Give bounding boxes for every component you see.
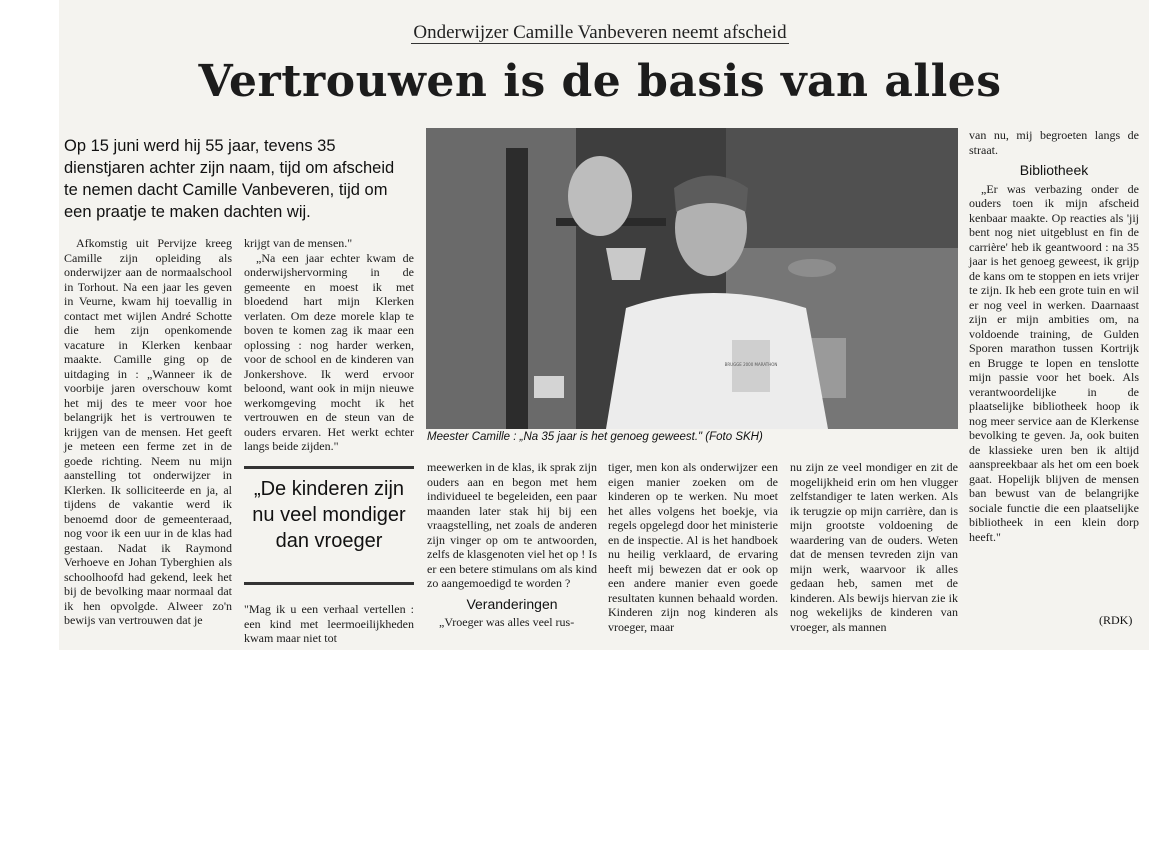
portrait-photo (426, 128, 958, 429)
column-2-bottom (244, 602, 414, 646)
col2-paragraph-1: krijgt van de mensen." (244, 236, 353, 250)
lead-paragraph: Op 15 juni werd hij 55 jaar, tevens 35 dienstjaren achter zijn naam, tijd om afscheid te nemen dacht Camille Vanbeveren, tijd om een praatje te maken dachten wij. (64, 137, 395, 221)
column-4 (608, 460, 778, 634)
pullquote-bottom-rule (244, 582, 414, 585)
shirt-print-text: BRUGGE 2000 MARATHON (724, 362, 778, 367)
column-3 (427, 460, 597, 630)
col2-paragraph-2: „Na een jaar echter kwam de onderwijshervorming in de gemeente en moest ik met bloedend hart mijn Klerken verlaten. Om deze morele klap te boven te komen zag ik maar een oplossing : nog harder werken, voor de school en de kinderen van Jonkershove. Ik werd ervoor beloond, want ook in mijn nieuwe werkomgeving mocht ik het vertrouwen en de steun van de ouders ervaren. Het werkt echter langs beide zijden." (244, 250, 414, 453)
kicker-text: Onderwijzer Camille Vanbeveren neemt afscheid (413, 22, 787, 43)
col6-paragraph: „Er was verbazing onder de ouders toen ik mijn afscheid kenbaar maakte. Op reacties als 'jij bent nog niet uitgeblust en fin de carrière' heb ik geantwoord : na 35 jaar is het genoeg geweest, ik grijp de kans om te stoppen en iets vrijer te zijn. Ik heb een grote tuin en wil er nog veel in werken. Daarnaast zijn er mijn ambities om, na voldoende training, de Gulden Sporen marathon tussen Kortrijk en Brugge te lopen en tenslotte mijn passie voor het boek. Als verantwoordelijke in de plaatselijke bibliotheek hoop ik nog meer service aan de Klerkense bevolking te geven. Ja, ook buiten de klassieke uren ben ik altijd aanspreekbaar als het om een boek gaat. Hopelijk blijven de mensen ban bewust van de belangrijke sociale functie die een plaatselijke bibliotheek in een klein dorp heeft." (969, 181, 1139, 544)
col6-top: van nu, mij begroeten langs de straat. (969, 128, 1139, 157)
pull-quote: „De kinderen zijn nu veel mondiger dan vroeger (252, 478, 406, 552)
col2-bottom-paragraph: "Mag ik u een verhaal vertellen : een kind met leermoeilijkheden kwam maar niet tot (244, 602, 414, 645)
col1-paragraph: Afkomstig uit Pervijze kreeg Camille zijn opleiding als onderwijzer aan de normaalschool in Torhout. Na een jaar les geven in Veurne, kwam hij toevallig in contact met wijlen André Schotte die hem zijn openkomende vacature in Klerken kenbaar maakte. Camille ging op de uitdaging in : „Wanneer ik de voorbije jaren overschouw komt het mij des te meer voor hoe belangrijk het is vertrouwen te krijgen van de mensen. Het geeft je meteen een ferme zet in de goede richting. Neem nu mijn aanstelling tot onderwijzer in Klerken. Ik solliciteerde en ja, al tijdens de vakantie werd ik benoemd door de gemeenteraad, nog voor ik een uur in de klas had gestaan. Nadat ik Raymond Verhoeve en Johan Tyberghien als schoolhoofd had gekend, leek het bij de bevolking maar normaal dat ik hen opvolgde. Alweer zo'n bewijs van vertrouwen dat je (64, 236, 232, 627)
author-signature: (RDK) (1099, 613, 1133, 627)
subhead-bibliotheek: Bibliotheek (1019, 162, 1089, 178)
col5-paragraph: nu zijn ze veel mondiger en zit de mogelijkheid erin om hen vlugger zelfstandiger te laten werken. Als ik terugzie op mijn carrière, dan is mijn grootste voldoening de waardering van de ouders. Weten dat de mensen tevreden zijn van mijn werk, waarvoor ik alles gedaan heb, samen met de kinderen. Als bewijs hiervan zie ik nog wekelijks de kinderen van vroeger, als mannen (790, 460, 958, 634)
column-6 (969, 128, 1139, 544)
column-5 (790, 460, 958, 634)
col3-paragraph: meewerken in de klas, ik sprak zijn ouders aan en begon met hem individueel te begeleiden, een paar maanden later stak hij bij een vraagstelling, net zoals de anderen zijn vinger op om te antwoorden, zelfs de klasgenoten viel het op ! Is er een betere stimulans om als kind zo aangemoedigd te worden ? (427, 460, 597, 590)
pullquote-top-rule (244, 466, 414, 469)
column-1 (64, 236, 232, 628)
photo-illustration (426, 128, 958, 429)
photo-caption: Meester Camille : „Na 35 jaar is het genoeg geweest." (Foto SKH) (427, 431, 763, 443)
article-headline: Vertrouwen is de basis van alles (198, 56, 1002, 107)
article-kicker (0, 22, 1170, 44)
column-2 (244, 236, 414, 454)
col4-paragraph: tiger, men kon als onderwijzer een eigen manier zoeken om de kinderen op te werken. Nu moet het alles volgens het boekje, via regels opgelegd door het ministerie en de inspectie. Al is het handboek nu heilig verklaard, de ervaring heeft mij bewezen dat er ook op een andere manier even goede resultaten kunnen behaald worden. Kinderen zijn nog kinderen als vroeger, maar (608, 460, 778, 634)
col3-tail: „Vroeger was alles veel rus- (439, 615, 575, 629)
subhead-veranderingen: Veranderingen (466, 595, 558, 612)
